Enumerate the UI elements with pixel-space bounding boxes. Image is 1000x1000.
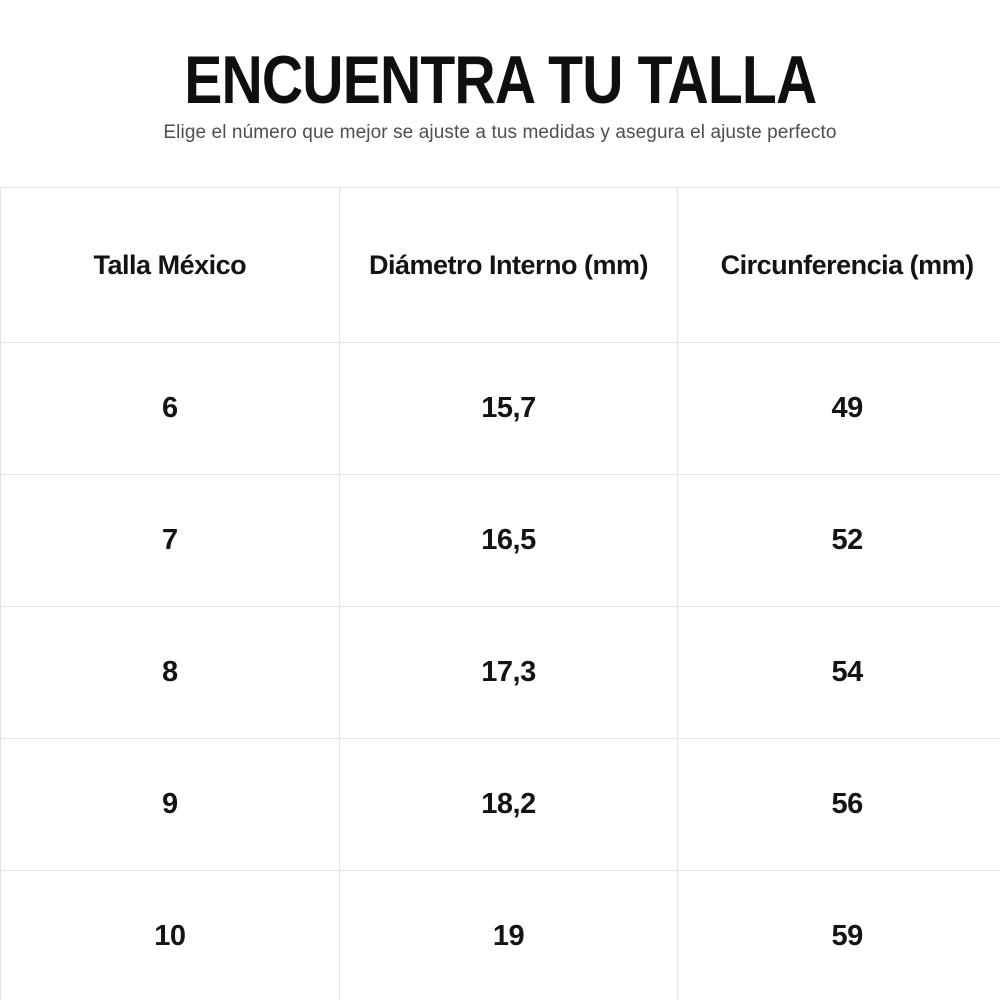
table-row <box>1 607 1000 739</box>
table-row <box>1 343 1000 475</box>
table-row <box>1 475 1000 607</box>
page-header <box>0 42 1000 146</box>
talla-cell: 8 <box>1 607 340 739</box>
circunferencia-cell: 52 <box>678 475 1000 607</box>
table-header <box>1 188 1000 343</box>
talla-cell: 6 <box>1 343 340 475</box>
circunferencia-cell: 49 <box>678 343 1000 475</box>
diametro-cell: 17,3 <box>339 607 678 739</box>
column-header-talla-mexico: Talla México <box>1 188 340 343</box>
talla-cell: 10 <box>1 871 340 1000</box>
table-header-row <box>1 188 1000 343</box>
diametro-cell: 15,7 <box>339 343 678 475</box>
page-subtitle: Elige el número que mejor se ajuste a tus medidas y asegura el ajuste perfecto <box>163 122 837 143</box>
circunferencia-cell: 56 <box>678 739 1000 871</box>
circunferencia-cell: 59 <box>678 871 1000 1000</box>
talla-cell: 9 <box>1 739 340 871</box>
page-title <box>0 42 1000 118</box>
ring-size-table <box>0 187 1000 1000</box>
column-header-diametro-interno: Diámetro Interno (mm) <box>339 188 678 343</box>
table-row <box>1 739 1000 871</box>
table-row <box>1 871 1000 1000</box>
diametro-cell: 19 <box>339 871 678 1000</box>
talla-cell: 7 <box>1 475 340 607</box>
circunferencia-cell: 54 <box>678 607 1000 739</box>
diametro-cell: 18,2 <box>339 739 678 871</box>
table-body <box>1 343 1000 1000</box>
page-title-text: ENCUENTRA TU TALLA <box>183 42 817 118</box>
diametro-cell: 16,5 <box>339 475 678 607</box>
column-header-circunferencia: Circunferencia (mm) <box>678 188 1000 343</box>
